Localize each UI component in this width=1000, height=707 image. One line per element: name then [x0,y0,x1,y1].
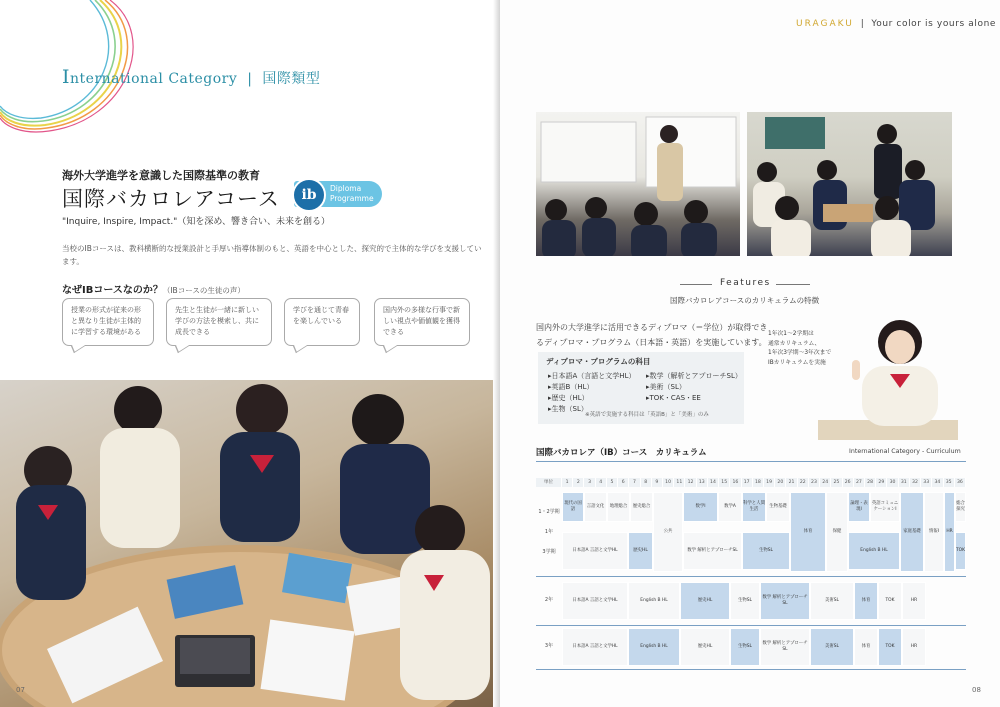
column-header: 35 [944,478,955,487]
subjects-column-1 [548,371,635,415]
column-header: 10 [663,478,674,487]
student-voice-bubble: 先生と生徒が一緒に新しい学びの方法を模索し、共に成長できる [166,298,272,346]
column-header: 22 [798,478,809,487]
curriculum-cell: 家庭基礎 [900,492,924,572]
category-rest: nternational Category [70,71,238,87]
curriculum-cell: 数学A [718,492,742,522]
curriculum-cell: 歴史HL [680,582,730,620]
column-header: 27 [854,478,865,487]
diploma-description: 国内外の大学進学に活用できるディプロマ（＝学位）が取得できるディプロマ・プログラム（日本語・英語）を実施しています。 [536,323,768,347]
curriculum-cell: 科学と人間生活 [742,492,766,522]
subject-item: ▸歴史（HL） [548,394,589,402]
column-header: 26 [843,478,854,487]
term-label: 1・2学期 [538,509,560,515]
curriculum-cell: 英語コミュニケーションⅠ [870,492,900,522]
course-subheading: 海外大学進学を意識した国際基準の教育 [62,169,260,182]
curriculum-table [536,478,966,670]
course-title: 国際バカロレアコース [62,187,280,211]
column-header: 31 [899,478,910,487]
column-header: 24 [820,478,831,487]
curriculum-cell: 歴史HL [628,532,653,570]
column-header: 29 [876,478,887,487]
curriculum-cell: 歴史総合 [630,492,653,522]
curriculum-cell: 生物SL [730,628,760,666]
column-header: 28 [865,478,876,487]
category-initial: I [62,66,71,88]
curriculum-cell: 地理総合 [607,492,630,522]
curriculum-cell: English B HL [848,532,900,570]
student-illustration [840,312,958,440]
brand-tagline: Your color is yours alone [871,19,997,29]
ib-logo-line2: Programme [330,193,374,203]
ib-logo-line1: Diploma [330,184,362,193]
column-header: 12 [685,478,696,487]
column-header: 7 [629,478,640,487]
column-header: 20 [775,478,786,487]
students-illustration [0,380,493,707]
column-header: 34 [932,478,943,487]
curriculum-cell: 情報Ⅰ [924,492,944,572]
speech-line: 1年次3学期〜3年次まで [768,350,832,356]
column-header: 16 [730,478,741,487]
curriculum-cell: 日本語A 言語と文学HL [562,628,628,666]
column-header: 19 [764,478,775,487]
features-subheading: 国際バカロレアコースのカリキュラムの特徴 [670,296,820,305]
brand-separator: | [860,19,865,29]
row-divider [536,625,966,626]
curriculum-cell: 体育 [854,628,878,666]
category-title [62,66,320,88]
curriculum-cell: 体育 [790,492,826,572]
column-header: 23 [809,478,820,487]
why-ib-heading [62,281,245,296]
row-divider [536,669,966,670]
curriculum-cell: 言語文化 [584,492,607,522]
curriculum-label: International Category - Curriculum [849,448,961,455]
column-header: 2 [573,478,584,487]
curriculum-cell: 数学 解析とアプローチSL [683,532,742,570]
column-header: 5 [607,478,618,487]
classroom-teacher-photo [536,112,740,256]
why-ib-subtext: （IBコースの生徒の声） [162,286,245,295]
column-header: 18 [753,478,764,487]
curriculum-cell: 生物SL [730,582,760,620]
curriculum-cell: 日本語A 言語と文学HL [562,532,628,570]
curriculum-rule [536,461,966,462]
students-group-photo [0,380,493,707]
student-voice-bubble: 国内外の多様な行事で新しい視点や価値観を獲得できる [374,298,470,346]
student-voice-bubble: 学びを通じて青春を楽しんでいる [284,298,360,346]
brand-name: URAGAKU [796,19,854,29]
category-japanese: 国際類型 [262,71,321,87]
curriculum-cell: HR [944,492,955,572]
column-header: 25 [831,478,842,487]
subject-item: ▸美術（SL） [646,383,686,391]
curriculum-cell: 歴史HL [680,628,730,666]
curriculum-cell: 総合探究 [955,492,966,522]
column-header: 4 [596,478,607,487]
column-header: 11 [674,478,685,487]
column-header: 21 [786,478,797,487]
column-header: 8 [641,478,652,487]
curriculum-cell: 生物基礎 [766,492,790,522]
discussion-illustration [747,112,952,256]
term3-label: 3学期 [542,549,556,555]
column-header: 1 [562,478,573,487]
right-page [500,0,1000,707]
student-portrait-photo [840,312,958,440]
curriculum-cell: 体育 [854,582,878,620]
classroom-illustration [536,112,740,256]
subject-item: ▸TOK・CAS・EE [646,394,701,402]
school-brand [796,19,996,29]
subjects-column-2 [646,371,742,404]
curriculum-cell: 現代の国語 [562,492,584,522]
ib-logo-mark: ib [292,178,326,212]
column-header: 33 [921,478,932,487]
why-ib-text: なぜIBコースなのか？ [62,285,163,296]
ib-diploma-logo [294,181,382,207]
subjects-heading: ディプロマ・プログラムの科目 [546,357,651,366]
page-number-right: 08 [972,686,981,694]
speech-line: IBカリキュラムを実施 [768,359,826,366]
year2-label: 2年 [544,597,554,603]
curriculum-title: 国際バカロレア（IB）コース カリキュラム [536,448,707,458]
year1-label: 1年 [544,529,554,535]
curriculum-cell: 公共 [653,492,683,572]
curriculum-cell: 美術SL [810,628,854,666]
column-header: 9 [652,478,663,487]
column-header: 36 [955,478,966,487]
features-rule-left [680,284,712,285]
curriculum-cell: 保健 [826,492,848,572]
subject-item: ▸数学（解析とアプローチSL） [646,372,742,380]
course-intro: 当校のIBコースは、教科横断的な授業設計と手厚い指導体制のもと、英語を中心とした、探究的で主体的な学びを支援しています。 [62,244,482,266]
column-header: 15 [719,478,730,487]
curriculum-cell: 数学Ⅰ [683,492,718,522]
subject-item: ▸生物（SL） [548,405,588,413]
column-header: 3 [584,478,595,487]
curriculum-cell: 数学 解析とアプローチSL [760,582,810,620]
subjects-note: ※英語で実施する科目は「英語B」と「美術」のみ [585,412,709,418]
curriculum-cell: 日本語A 言語と文学HL [562,582,628,620]
course-motto: "Inquire, Inspire, Impact."（知を深め、響き合い、未来を創る） [62,217,330,227]
row-divider [536,576,966,577]
unit-header: 単位 [536,478,562,487]
year3-label: 3年 [544,643,554,649]
features-rule-right [776,284,810,285]
curriculum-cell: TOK [878,582,902,620]
curriculum-cell: HR [902,582,926,620]
student-voice-bubble: 授業の形式が従来の形と異なり生徒が主体的に学習する環境がある [62,298,154,346]
subject-item: ▸日本語A（言語と文学HL） [548,372,636,380]
page-number-left: 07 [16,686,25,694]
column-header: 30 [887,478,898,487]
curriculum-cell: English B HL [628,582,680,620]
features-heading: Features [720,278,771,288]
column-header: 17 [742,478,753,487]
curriculum-cell: TOK [878,628,902,666]
curriculum-cell: 美術SL [810,582,854,620]
curriculum-cell: TOK [955,532,966,570]
category-separator: | [247,71,253,87]
column-header: 32 [910,478,921,487]
student-speech [768,330,831,368]
curriculum-cell: HR [902,628,926,666]
curriculum-cell: 数学 解析とアプローチSL [760,628,810,666]
speech-line: 1年次1〜2学期は [768,331,814,337]
speech-line: 通常カリキュラム、 [768,340,821,347]
column-header: 14 [708,478,719,487]
column-header: 6 [618,478,629,487]
curriculum-cell: 生物SL [742,532,790,570]
column-header: 13 [697,478,708,487]
curriculum-cell: 論理・表現Ⅰ [848,492,870,522]
classroom-discussion-photo [747,112,952,256]
curriculum-cell: English B HL [628,628,680,666]
subject-item: ▸英語B（HL） [548,383,594,391]
